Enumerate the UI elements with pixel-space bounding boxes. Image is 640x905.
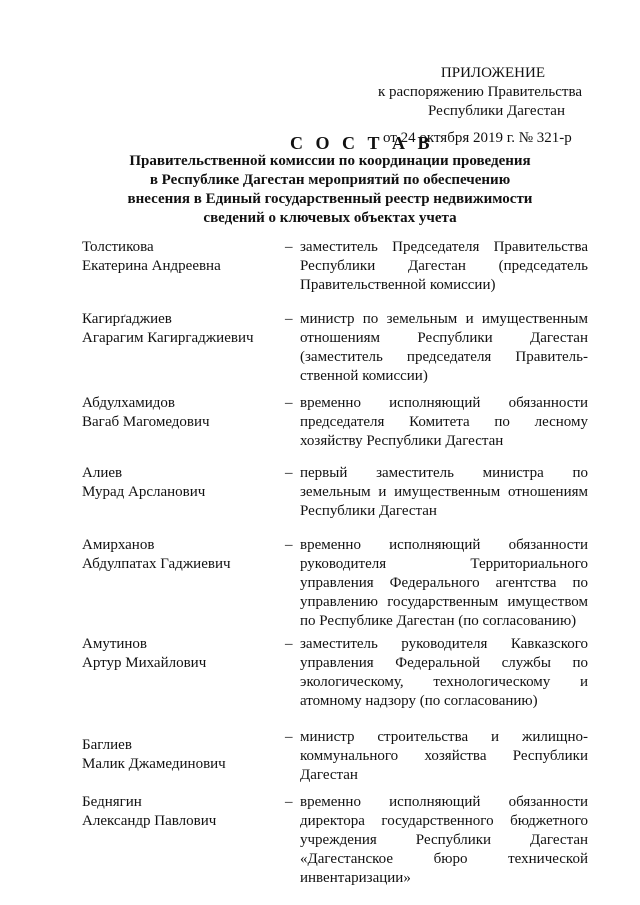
- commission-title: [100, 152, 560, 228]
- position-line: руководителя Территориального: [300, 556, 588, 572]
- position-line: управлению государственным имуществом: [300, 594, 588, 610]
- member-surname: Беднягин: [82, 794, 142, 810]
- member-surname: Баглиев: [82, 737, 132, 753]
- member-surname: Абдулхамидов: [82, 395, 175, 411]
- member-name: [82, 736, 282, 774]
- dash-separator: –: [285, 636, 293, 652]
- order-date: от 24 октября 2019 г. № 321-р: [383, 130, 572, 146]
- position-line: управления Федеральной службы по: [300, 655, 588, 671]
- appendix-reference: к распоряжению Правительства: [377, 84, 582, 100]
- position-line: временно исполняющий обязанности: [300, 794, 588, 810]
- position-line: заместитель Председателя Правительства: [300, 239, 588, 255]
- appendix-title: ПРИЛОЖЕНИЕ: [440, 65, 545, 81]
- member-given-name: Мурад Арсланович: [82, 484, 206, 500]
- member-name: [82, 536, 282, 574]
- position-line: Правительственной комиссии): [300, 277, 496, 293]
- dash-separator: –: [285, 794, 293, 810]
- member-name: [82, 793, 282, 831]
- position-line: коммунального хозяйства Республики: [300, 748, 588, 764]
- member-given-name: Малик Джамединович: [82, 756, 226, 772]
- position-line: инвентаризации»: [300, 870, 411, 886]
- member-name: [82, 310, 282, 348]
- dash-separator: –: [285, 395, 293, 411]
- member-position: [300, 238, 588, 295]
- dash-separator: –: [285, 729, 293, 745]
- dash-separator: –: [285, 465, 293, 481]
- member-position: [300, 793, 588, 888]
- appendix-republic: Республики Дагестан: [428, 103, 565, 119]
- commission-title-line: в Республике Дагестан мероприятий по обеспечению: [149, 172, 511, 188]
- position-line: ственной комиссии): [300, 368, 428, 384]
- member-surname: Амутинов: [82, 636, 148, 652]
- position-line: заместитель руководителя Кавказского: [300, 636, 588, 652]
- position-line: атомному надзору (по согласованию): [300, 693, 538, 709]
- member-position: [300, 635, 588, 711]
- position-line: учреждения Республики Дагестан: [300, 832, 588, 848]
- position-line: земельным и имущественным отношениям: [300, 484, 588, 500]
- dash-separator: –: [285, 311, 293, 327]
- member-name: [82, 238, 282, 276]
- position-line: министр строительства и жилищно-: [300, 729, 588, 745]
- member-given-name: Александр Павлович: [82, 813, 217, 829]
- member-position: [300, 310, 588, 386]
- heading-row: [0, 130, 640, 154]
- position-line: отношениям Республики Дагестан: [300, 330, 588, 346]
- commission-title-line: сведений о ключевых объектах учета: [203, 210, 457, 226]
- position-line: директора государственного бюджетного: [300, 813, 588, 829]
- position-line: первый заместитель министра по: [300, 465, 588, 481]
- member-given-name: Абдулпатах Гаджиевич: [82, 556, 231, 572]
- commission-title-line: внесения в Единый государственный реестр недвижимости: [127, 191, 533, 207]
- member-position: [300, 394, 588, 451]
- position-line: экологическому, технологическому и: [300, 674, 588, 690]
- position-line: хозяйству Республики Дагестан: [300, 433, 504, 449]
- dash-separator: –: [285, 239, 293, 255]
- member-name: [82, 635, 282, 673]
- appendix-header: [378, 64, 582, 121]
- member-name: [82, 394, 282, 432]
- member-given-name: Екатерина Андреевна: [82, 258, 221, 274]
- member-given-name: Вагаб Магомедович: [82, 414, 210, 430]
- position-line: (заместитель председателя Правитель-: [300, 349, 588, 365]
- member-surname: Толстикова: [82, 239, 154, 255]
- position-line: Республики Дагестан: [300, 503, 437, 519]
- position-line: Дагестан: [300, 767, 358, 783]
- position-line: «Дагестанское бюро технической: [300, 851, 588, 867]
- position-line: министр по земельным и имущественным: [300, 311, 588, 327]
- member-surname: Алиев: [82, 465, 123, 481]
- member-name: [82, 464, 282, 502]
- member-position: [300, 464, 588, 521]
- position-line: Республики Дагестан (председатель: [300, 258, 588, 274]
- member-surname: Кагирґаджиев: [82, 311, 172, 327]
- member-given-name: Артур Михайлович: [82, 655, 207, 671]
- member-position: [300, 536, 588, 631]
- position-line: по Республике Дагестан (по согласованию): [300, 613, 577, 629]
- dash-separator: –: [285, 537, 293, 553]
- member-surname: Амирханов: [82, 537, 155, 553]
- member-given-name: Агарагим Кагиргаджиевич: [82, 330, 254, 346]
- position-line: временно исполняющий обязанности: [300, 395, 588, 411]
- member-position: [300, 728, 588, 785]
- position-line: председателя Комитета по лесному: [300, 414, 588, 430]
- position-line: временно исполняющий обязанности: [300, 537, 588, 553]
- position-line: управления Федерального агентства по: [300, 575, 588, 591]
- document-title: С О С Т А В: [290, 133, 434, 153]
- commission-title-line: Правительственной комиссии по координации проведения: [129, 153, 531, 169]
